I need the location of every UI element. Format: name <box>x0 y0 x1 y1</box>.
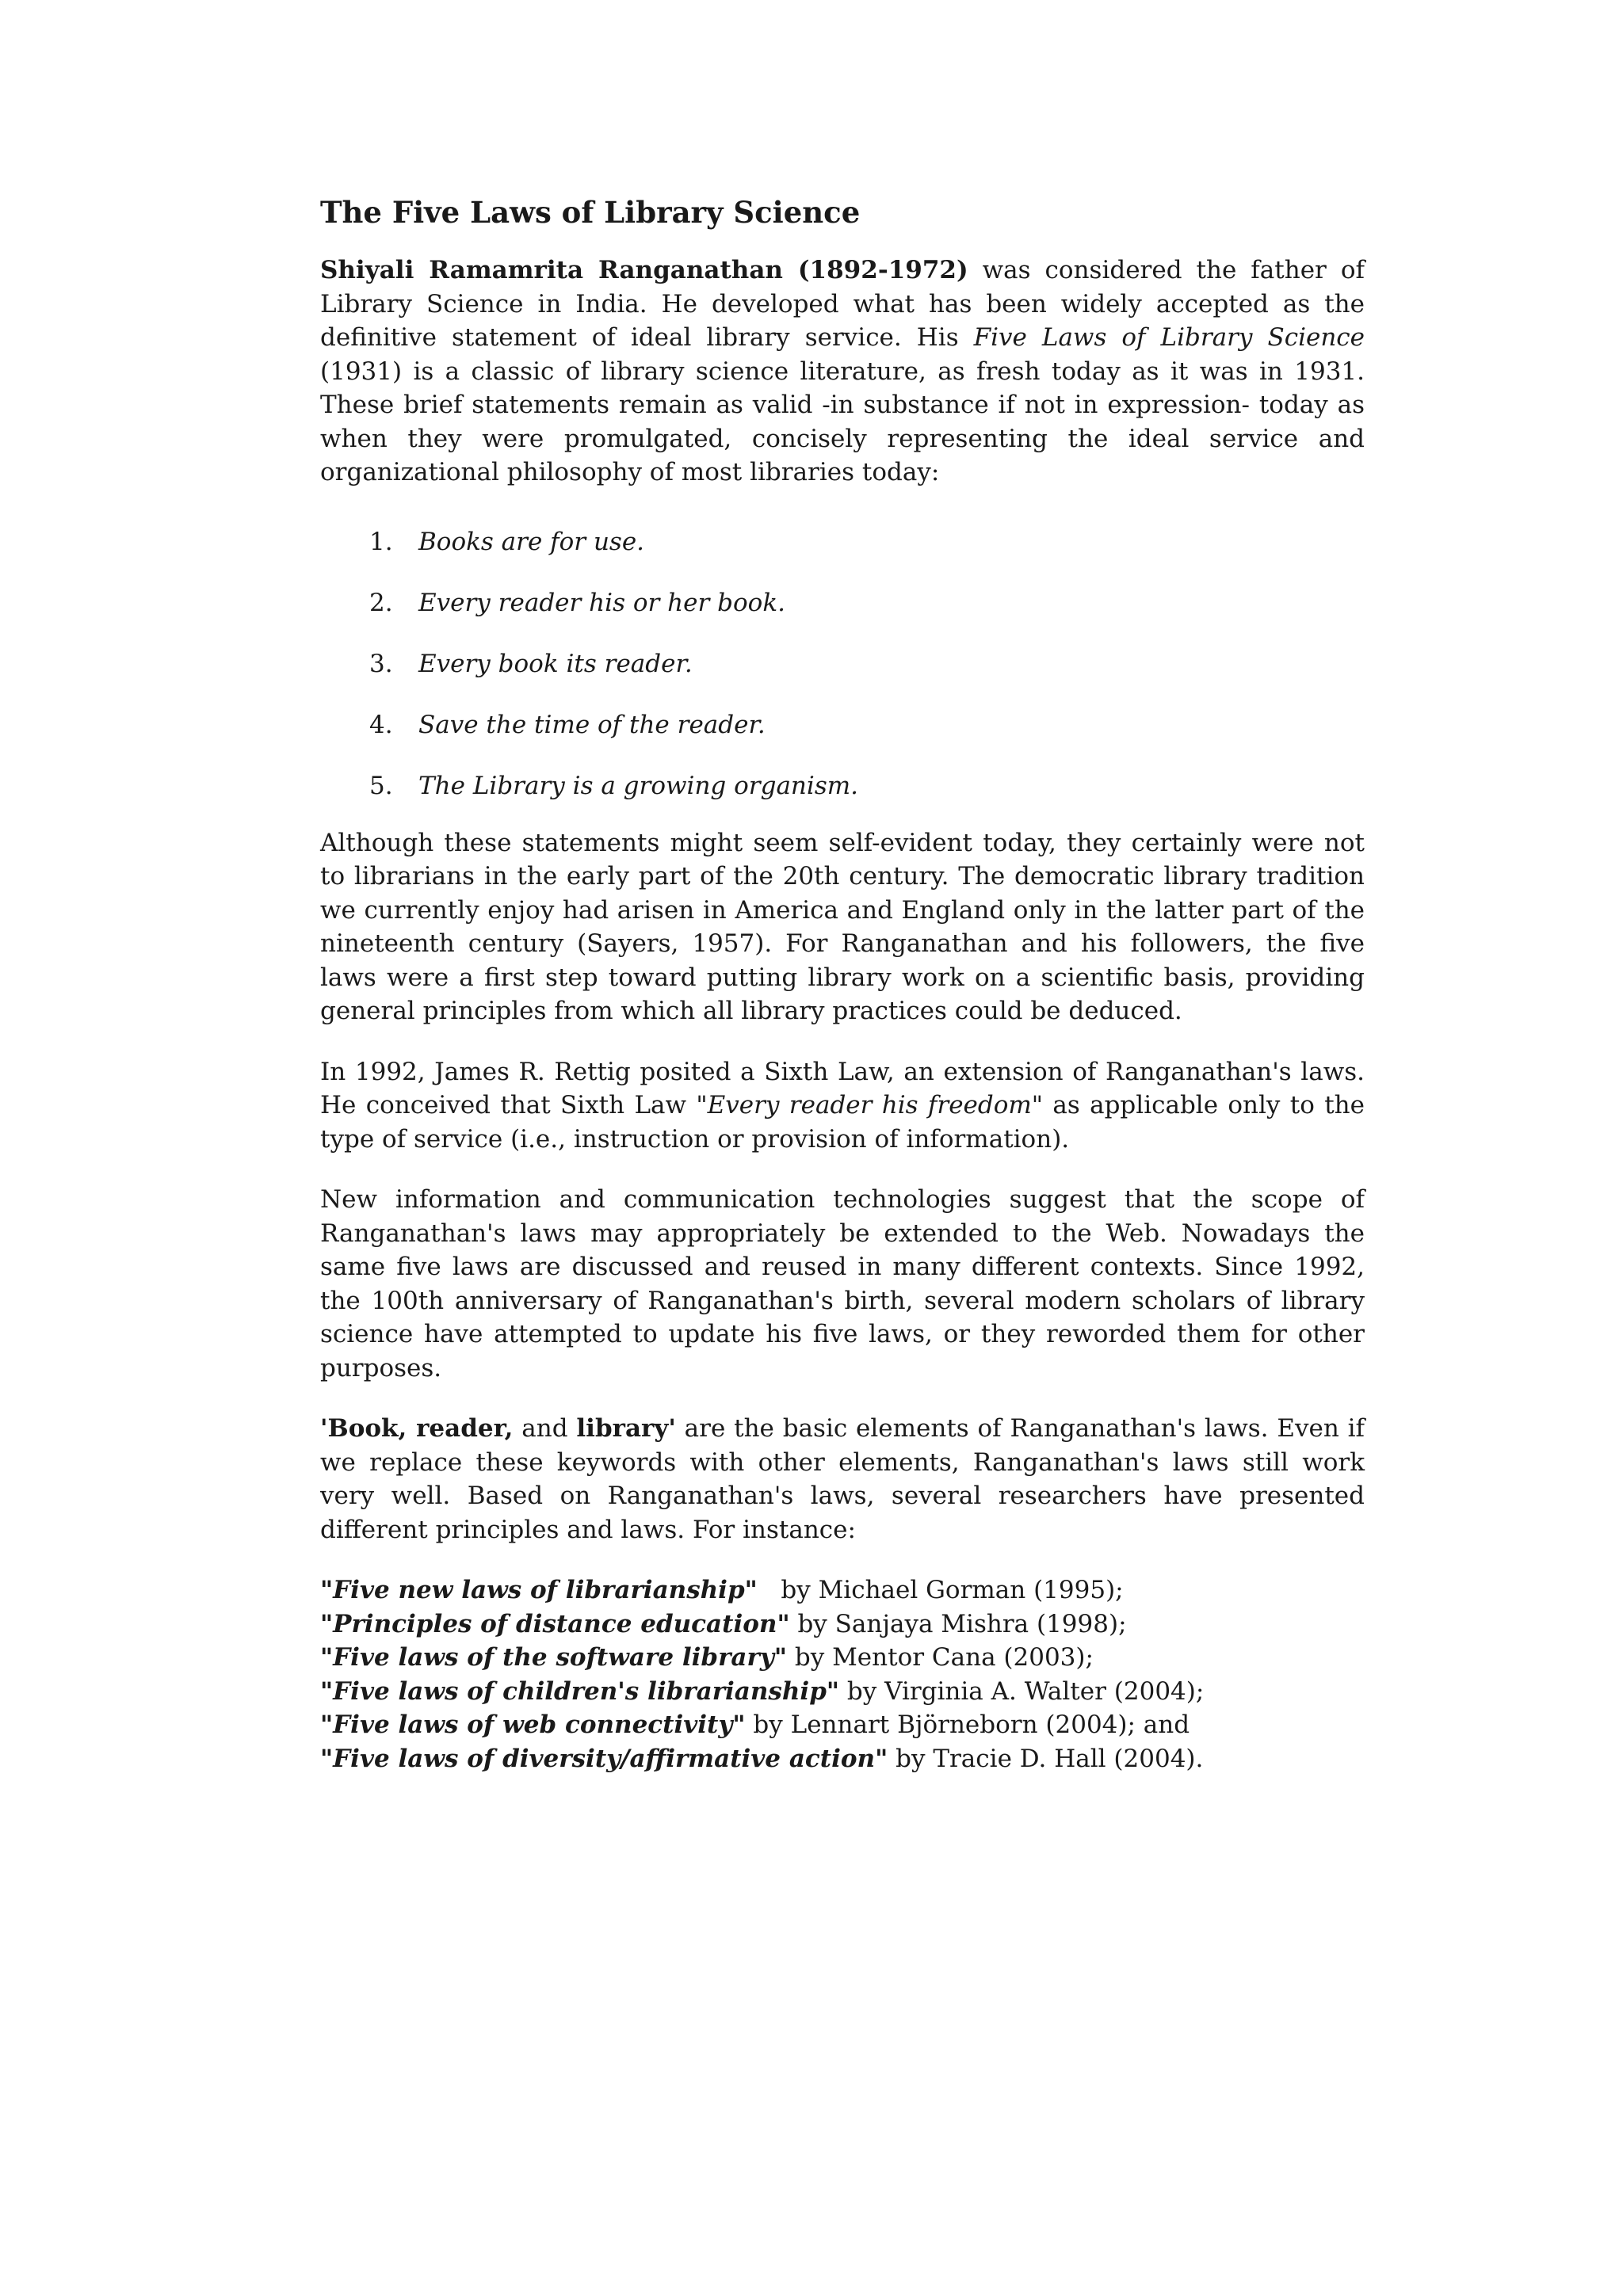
intro-paragraph: Shiyali Ramamrita Ranganathan (1892-1972) was considered the father of Library Science in India. He developed what has been widely accepted as the definitive statement of ideal library service. His Five Laws of Library Science (1931) is a classic of library science literature, as fresh today as it was in 1931. These brief statements remain as valid -in substance if not in expression- today as when they were promulgated, concisely representing the ideal service and organizational philosophy of most libraries today: <box>320 256 1365 486</box>
paragraph-web: New information and communication technologies suggest that the scope of Ranganathan's laws may appropriately be extended to the Web. Nowadays the same five laws are discussed and reused in many different contexts. Since 1992, the 100th anniversary of Ranganathan's birth, several modern scholars of library science have attempted to update his five laws, or they reworded them for other purposes. <box>320 1185 1365 1383</box>
five-laws-list <box>320 512 1365 817</box>
work-title: Five laws of children's librarianship <box>333 1676 827 1706</box>
book-title: Five Laws of Library Science <box>973 323 1365 352</box>
work-item: "Five laws of children's librarianship" by Virginia A. Walter (2004); <box>320 1676 1205 1706</box>
page-title: The Five Laws of Library Science <box>320 195 861 230</box>
list-item: 2. Every reader his or her book. <box>369 588 785 617</box>
list-item: 1. Books are for use. <box>369 527 645 556</box>
paragraph-history: Although these statements might seem self-evident today, they certainly were not to librarians in the early part of the 20th century. The democratic library tradition we currently enjoy had arisen in America and England only in the latter part of the nineteenth century (Sayers, 1957). For Ranganathan and his followers, the five laws were a first step toward putting library work on a scientific basis, providing general principles from which all library practices could be deduced. <box>320 828 1365 1025</box>
work-title: Principles of distance education <box>333 1609 777 1638</box>
sixth-law-title: Every reader his freedom <box>707 1091 1032 1119</box>
author-name: Shiyali Ramamrita Ranganathan (1892-1972) <box>320 256 968 284</box>
work-title: Five new laws of librarianship <box>333 1576 745 1604</box>
list-item: 5. The Library is a growing organism. <box>369 771 858 800</box>
work-item: "Five laws of the software library" by Mentor Cana (2003); <box>320 1643 1094 1672</box>
work-item: "Five laws of diversity/affirmative action" by Tracie D. Hall (2004). <box>320 1744 1204 1773</box>
paragraph-elements: 'Book, reader, and library' are the basic elements of Ranganathan's laws. Even if we replace these keywords with other elements, Ranganathan's laws still work very well. Based on Ranganathan's laws, several researchers have presented different principles and laws. For instance: <box>320 1414 1365 1544</box>
work-item: "Five laws of web connectivity" by Lennart Björneborn (2004); and <box>320 1711 1190 1739</box>
work-item: "Five new laws of librarianship" by Michael Gorman (1995); <box>320 1576 1124 1604</box>
work-title: Five laws of diversity/affirmative action <box>333 1744 876 1773</box>
works-list <box>320 1573 1365 1775</box>
document-body <box>320 190 1365 1775</box>
work-item: "Principles of distance education" by Sanjaya Mishra (1998); <box>320 1609 1127 1638</box>
paragraph-sixth-law: In 1992, James R. Rettig posited a Sixth Law, an extension of Ranganathan's laws. He conceived that Sixth Law "Every reader his freedom" as applicable only to the type of service (i.e., instruction or provision of information). <box>320 1057 1365 1154</box>
work-title: Five laws of the software library <box>333 1643 774 1672</box>
work-title: Five laws of web connectivity <box>333 1711 733 1739</box>
list-item: 4. Save the time of the reader. <box>369 710 766 739</box>
list-item: 3. Every book its reader. <box>369 649 693 678</box>
